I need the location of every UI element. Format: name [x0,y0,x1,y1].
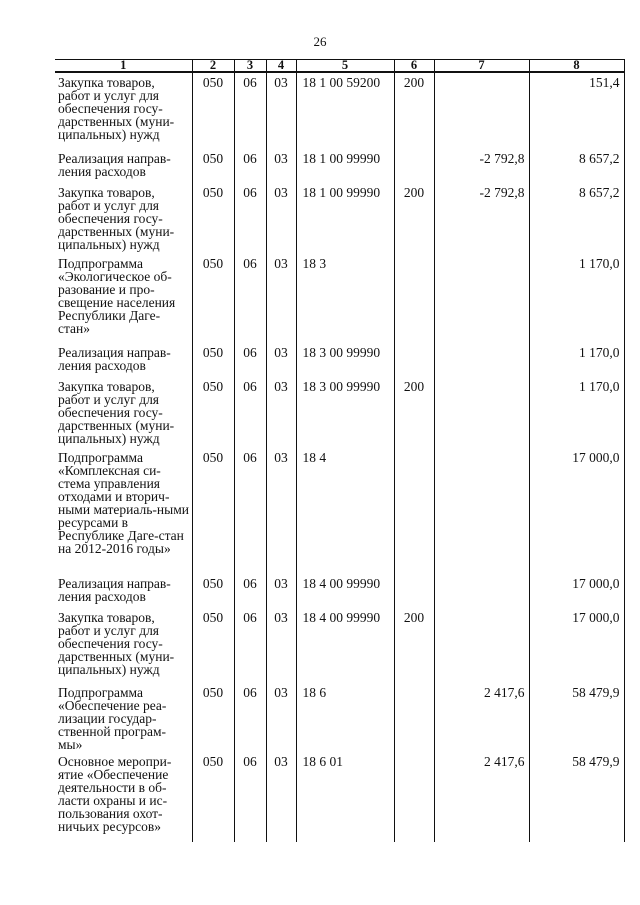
row-name: Реализация направ-ления расходов [55,343,192,377]
row-section-code: 06 [234,377,266,448]
row-subsection-code: 03 [266,752,296,833]
row-name: Закупка товаров, работ и услуг для обеспечения госу-дарственных (муни-ципальных) нужд [55,377,192,448]
row-section-code: 06 [234,448,266,574]
row-subsection-code: 03 [266,72,296,149]
row-change-amount [434,377,529,448]
row-change-amount: 2 417,6 [434,752,529,833]
row-name: Подпрограмма «Обеспечение реа-лизации государ-ственной програм-мы» [55,683,192,752]
row-admin-code: 050 [192,752,234,833]
budget-table [55,59,625,842]
table-trailing-space [55,833,624,842]
row-admin-code: 050 [192,343,234,377]
empty-cell [529,833,624,842]
row-name: Подпрограмма «Комплексная си-стема управления отходами и вторич-ными материаль-ными ресурсами в Республике Даге-стан на 2012-2016 годы» [55,448,192,574]
table-header [55,60,624,73]
row-admin-code: 050 [192,72,234,149]
row-section-code: 06 [234,574,266,608]
row-target-article: 18 4 00 99990 [296,608,394,683]
row-admin-code: 050 [192,608,234,683]
row-target-article: 18 4 00 99990 [296,574,394,608]
row-name: Реализация направ-ления расходов [55,574,192,608]
table-row [55,608,624,683]
row-expense-type [394,254,434,343]
row-subsection-code: 03 [266,448,296,574]
row-total-amount: 17 000,0 [529,574,624,608]
empty-cell [234,833,266,842]
row-total-amount: 17 000,0 [529,448,624,574]
empty-cell [394,833,434,842]
row-admin-code: 050 [192,574,234,608]
empty-cell [192,833,234,842]
row-target-article: 18 1 00 59200 [296,72,394,149]
page-number: 26 [313,34,327,49]
row-section-code: 06 [234,183,266,254]
column-header-3: 3 [234,60,266,73]
row-total-amount: 8 657,2 [529,183,624,254]
empty-cell [296,833,394,842]
table-row [55,448,624,574]
row-change-amount [434,72,529,149]
row-section-code: 06 [234,149,266,183]
row-expense-type [394,343,434,377]
row-admin-code: 050 [192,377,234,448]
table-row [55,574,624,608]
table-row [55,683,624,752]
row-expense-type [394,574,434,608]
column-header-1: 1 [55,60,192,73]
row-admin-code: 050 [192,183,234,254]
row-name: Закупка товаров, работ и услуг для обеспечения госу-дарственных (муни-ципальных) нужд [55,183,192,254]
empty-cell [266,833,296,842]
row-subsection-code: 03 [266,149,296,183]
column-header-6: 6 [394,60,434,73]
table-row [55,149,624,183]
column-header-4: 4 [266,60,296,73]
row-change-amount: 2 417,6 [434,683,529,752]
column-header-5: 5 [296,60,394,73]
row-expense-type: 200 [394,72,434,149]
row-subsection-code: 03 [266,608,296,683]
empty-cell [434,833,529,842]
row-section-code: 06 [234,254,266,343]
row-section-code: 06 [234,608,266,683]
row-expense-type [394,752,434,833]
column-header-8: 8 [529,60,624,73]
row-expense-type [394,448,434,574]
row-expense-type: 200 [394,183,434,254]
table-row [55,72,624,149]
row-target-article: 18 1 00 99990 [296,183,394,254]
column-header-2: 2 [192,60,234,73]
row-admin-code: 050 [192,683,234,752]
row-change-amount [434,574,529,608]
row-subsection-code: 03 [266,574,296,608]
table-row [55,254,624,343]
row-section-code: 06 [234,752,266,833]
row-name: Реализация направ-ления расходов [55,149,192,183]
row-total-amount: 151,4 [529,72,624,149]
row-section-code: 06 [234,72,266,149]
row-total-amount: 58 479,9 [529,683,624,752]
row-change-amount [434,448,529,574]
row-target-article: 18 4 [296,448,394,574]
row-expense-type: 200 [394,377,434,448]
column-header-7: 7 [434,60,529,73]
row-name: Закупка товаров, работ и услуг для обеспечения госу-дарственных (муни-ципальных) нужд [55,72,192,149]
row-total-amount: 17 000,0 [529,608,624,683]
row-admin-code: 050 [192,149,234,183]
table-body [55,72,624,842]
row-target-article: 18 6 01 [296,752,394,833]
row-name: Подпрограмма «Экологическое об-разование и про-свещение населения Республики Даге-стан» [55,254,192,343]
row-change-amount [434,254,529,343]
row-target-article: 18 1 00 99990 [296,149,394,183]
row-subsection-code: 03 [266,183,296,254]
row-target-article: 18 3 00 99990 [296,377,394,448]
row-total-amount: 1 170,0 [529,377,624,448]
row-admin-code: 050 [192,254,234,343]
row-total-amount: 8 657,2 [529,149,624,183]
row-target-article: 18 3 [296,254,394,343]
row-total-amount: 58 479,9 [529,752,624,833]
row-change-amount: -2 792,8 [434,149,529,183]
row-name: Основное меропри-ятие «Обеспечение деятельности в об-ласти охраны и ис-пользования охот-ничьих ресурсов» [55,752,192,833]
row-total-amount: 1 170,0 [529,343,624,377]
row-change-amount: -2 792,8 [434,183,529,254]
row-expense-type: 200 [394,608,434,683]
row-subsection-code: 03 [266,343,296,377]
row-total-amount: 1 170,0 [529,254,624,343]
table-row [55,377,624,448]
row-section-code: 06 [234,343,266,377]
row-subsection-code: 03 [266,377,296,448]
row-expense-type [394,683,434,752]
row-section-code: 06 [234,683,266,752]
row-subsection-code: 03 [266,254,296,343]
row-change-amount [434,343,529,377]
column-number-row [55,60,624,73]
row-name: Закупка товаров, работ и услуг для обеспечения госу-дарственных (муни-ципальных) нужд [55,608,192,683]
row-admin-code: 050 [192,448,234,574]
row-change-amount [434,608,529,683]
table-row [55,343,624,377]
row-expense-type [394,149,434,183]
row-target-article: 18 3 00 99990 [296,343,394,377]
table-row [55,752,624,833]
table-row [55,183,624,254]
empty-cell [55,833,192,842]
row-subsection-code: 03 [266,683,296,752]
row-target-article: 18 6 [296,683,394,752]
